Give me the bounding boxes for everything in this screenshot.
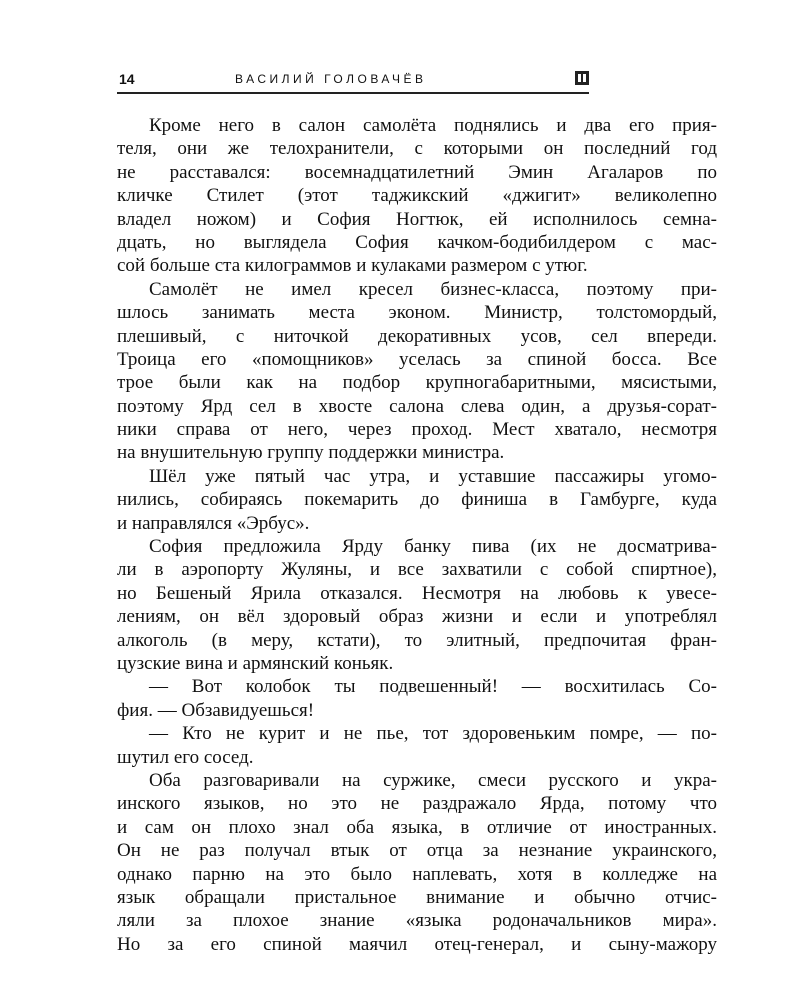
text-line: Оба разговаривали на суржике, смеси русского и укра- bbox=[149, 769, 717, 791]
text-line: теля, они же телохранители, с которыми он последний год bbox=[117, 138, 717, 160]
text-line: Шёл уже пятый час утра, и уставшие пассажиры угомо- bbox=[149, 465, 717, 487]
text-line: и сам он плохо знал оба языка, в отличие от иностранных. bbox=[117, 816, 717, 838]
text-line: дцать, но выглядела София качком-бодибилдером с мас- bbox=[117, 231, 717, 253]
text-line: не расставался: восемнадцатилетний Эмин Агаларов по bbox=[117, 161, 717, 183]
text-line: поэтому Ярд сел в хвосте салона слева один, а друзья-сорат- bbox=[117, 395, 717, 417]
text-line: сой больше ста килограммов и кулаками размером с утюг. bbox=[117, 255, 588, 277]
text-line: алкоголь (в меру, кстати), то элитный, предпочитая фран- bbox=[117, 629, 717, 651]
text-line: трое были как на подбор крупногабаритными, мясистыми, bbox=[117, 372, 717, 394]
text-line: шлось занимать места эконом. Министр, толстомордый, bbox=[117, 302, 717, 324]
text-line: на внушительную группу поддержки министра. bbox=[117, 442, 505, 464]
publisher-logo-icon bbox=[575, 71, 589, 85]
text-line: владел ножом) и София Ногтюк, ей исполнилось семна- bbox=[117, 208, 717, 230]
text-line: ли в аэропорту Жуляны, и все захватили с собой спиртное), bbox=[117, 559, 717, 581]
text-line: нились, собираясь покемарить до финиша в Гамбурге, куда bbox=[117, 489, 717, 511]
running-title: ВАСИЛИЙ ГОЛОВАЧЁВ bbox=[235, 72, 427, 86]
text-line: лениям, он вёл здоровый образ жизни и если и употреблял bbox=[117, 606, 717, 628]
text-line: — Кто не курит и не пье, тот здоровеньким помре, — по- bbox=[149, 723, 717, 745]
text-line: шутил его сосед. bbox=[117, 746, 254, 768]
text-line: цузские вина и армянский коньяк. bbox=[117, 652, 394, 674]
text-line: Троица его «помощников» уселась за спиной босса. Все bbox=[117, 348, 717, 370]
text-line: Но за его спиной маячил отец-генерал, и сыну-мажору bbox=[117, 933, 717, 955]
text-line: фия. — Обзавидуешься! bbox=[117, 699, 315, 721]
text-line: Самолёт не имел кресел бизнес-класса, поэтому при- bbox=[149, 278, 717, 300]
text-line: — Вот колобок ты подвешенный! — восхитилась Со- bbox=[149, 676, 717, 698]
book-text bbox=[117, 114, 717, 956]
text-line: язык обращали пристальное внимание и обычно отчис- bbox=[117, 886, 717, 908]
text-line: ляли за плохое знание «языка родоначальников мира». bbox=[117, 910, 717, 932]
text-line: Он не раз получал втык от отца за незнание украинского, bbox=[117, 840, 717, 862]
text-line: ники справа от него, через проход. Мест хватало, несмотря bbox=[117, 419, 717, 441]
page-number: 14 bbox=[119, 71, 135, 87]
text-line: кличке Стилет (этот таджикский «джигит» великолепно bbox=[117, 185, 717, 207]
text-line: плешивый, с ниточкой декоративных усов, сел впереди. bbox=[117, 325, 717, 347]
text-line: однако парню на это было наплевать, хотя в колледже на bbox=[117, 863, 717, 885]
text-line: София предложила Ярду банку пива (их не досматрива- bbox=[149, 536, 717, 558]
text-line: и направлялся «Эрбус». bbox=[117, 512, 310, 534]
text-line: инского языков, но это не раздражало Ярда, потому что bbox=[117, 793, 717, 815]
running-header bbox=[117, 68, 589, 94]
text-line: Кроме него в салон самолёта поднялись и два его прия- bbox=[149, 115, 717, 136]
text-line: но Бешеный Ярила отказался. Несмотря на любовь к увесе- bbox=[117, 582, 717, 604]
